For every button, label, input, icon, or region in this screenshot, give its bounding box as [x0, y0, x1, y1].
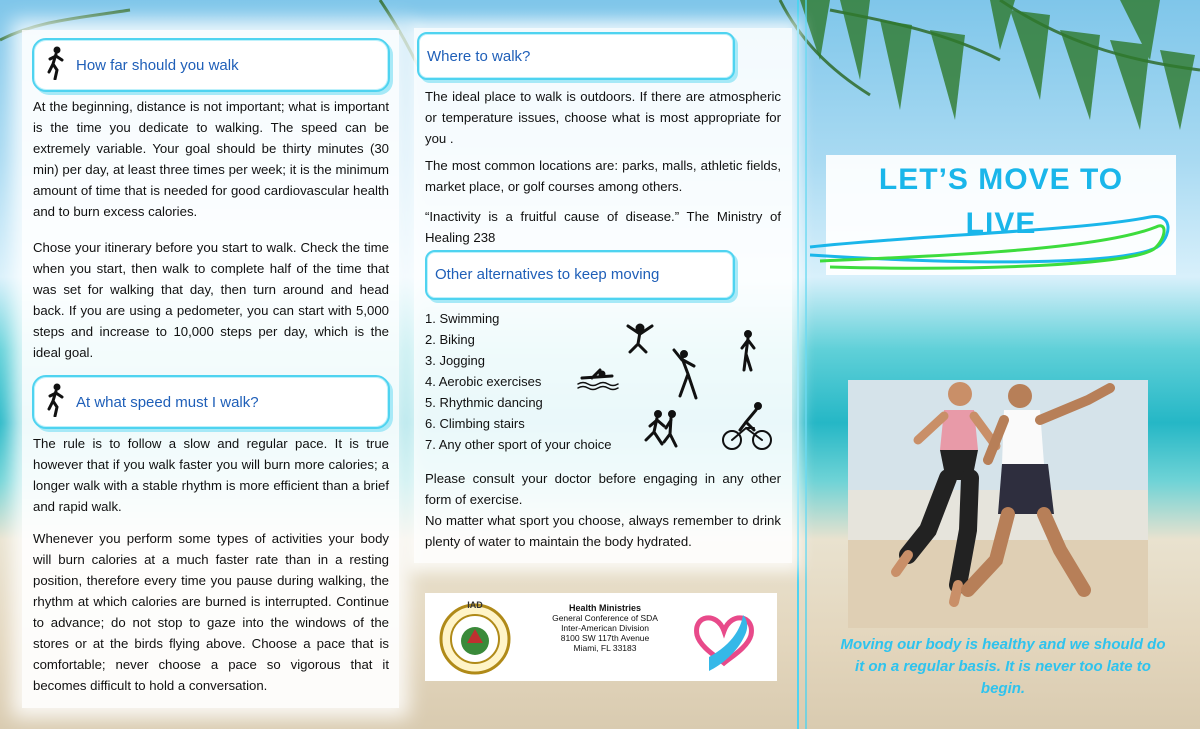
org-title: Health Ministries [568, 603, 642, 613]
heading-speed [32, 375, 390, 429]
paragraph: No matter what sport you choose, always remember to drink plenty of water to maintain the body hydrated. [425, 513, 781, 549]
walker-icon [44, 46, 68, 80]
iad-seal-icon [437, 599, 513, 675]
list-item: 1. Swimming [425, 311, 500, 326]
paragraph: Chose your itinerary before you start to walk. Check the time when you start, then walk to complete half of the time that was set for walking that day, then turn around and head back. If you are using a pedometer, you can start with 5,000 steps and increase to 10,000 steps per day, which is the ideal goal. [33, 240, 389, 360]
paragraph: At the beginning, distance is not important; what is important is the time you dedicate to walking. The speed can be extremely variable. Your goal should be thirty minutes (30 min) per day, at least three times per week; it is the minimum amount of time that is needed for good cardiovascular health and to burn excess calories. [33, 99, 389, 219]
org-address [545, 603, 665, 653]
heading-how-far [32, 38, 390, 92]
walker-icon [44, 383, 68, 417]
list-item: 6. Climbing stairs [425, 416, 525, 431]
list-item: 4. Aerobic exercises [425, 374, 542, 389]
heading-text: At what speed must I walk? [76, 393, 259, 411]
paragraph: “Inactivity is a fruitful cause of disease.” The Ministry of Healing 238 [425, 209, 781, 245]
cover-title-line1: LET’S MOVE TO [878, 163, 1124, 196]
seal-label: IAD [467, 600, 483, 610]
org-line: 8100 SW 117th Avenue [560, 633, 650, 643]
health-heart-hand-icon [687, 601, 761, 675]
fold-line-right [805, 0, 807, 729]
runners-photo [848, 380, 1148, 628]
heading-where [417, 32, 735, 80]
paragraph: The rule is to follow a slow and regular pace. It is true however that if you walk faster you will burn more calories; a longer walk with a stable rhythm is more efficient than a brief and rapid walk. [33, 436, 389, 514]
org-line: General Conference of SDA [552, 613, 658, 623]
paragraph: The ideal place to walk is outdoors. If there are atmospheric or temperature issues, choose what is most appropriate for you . [425, 89, 781, 146]
heading-alternatives [425, 250, 735, 300]
heading-text: Other alternatives to keep moving [435, 266, 660, 283]
runners-photo-illustration [848, 380, 1148, 628]
list-item: 2. Biking [425, 332, 475, 347]
paragraph: Whenever you perform some types of activities your body will burn calories at a much faster rate than in a resting position, therefore every time you pause during walking, the rhythm at which calories are burned is interrupted. Continue to advance; do not stop to gaze into the windows of the stores or at the birds flying above. Choose a pace that is comfortable; never choose a pace so vigorous that it becomes difficult to hold a conversation. [33, 531, 389, 693]
org-line: Inter-American Division [561, 623, 649, 633]
list-item: 3. Jogging [425, 353, 485, 368]
heading-text: How far should you walk [76, 56, 239, 74]
cover-title-line2: LIVE [965, 207, 1037, 240]
paragraph: Please consult your doctor before engaging in any other form of exercise. [425, 471, 781, 507]
list-item: 7. Any other sport of your choice [425, 437, 612, 452]
logo-footer [425, 593, 777, 681]
cover-tagline: Moving our body is healthy and we should do it on a regular basis. It is never too late to begin. [840, 636, 1166, 697]
list-item: 5. Rhythmic dancing [425, 395, 543, 410]
sport-silhouettes-icon [570, 318, 780, 458]
paragraph: The most common locations are: parks, malls, athletic fields, market place, or golf courses among others. [425, 158, 781, 194]
heading-text: Where to walk? [427, 48, 531, 65]
org-line: Miami, FL 33183 [573, 643, 637, 653]
swoosh-decoration [800, 205, 1180, 275]
fold-line-left [797, 0, 799, 729]
